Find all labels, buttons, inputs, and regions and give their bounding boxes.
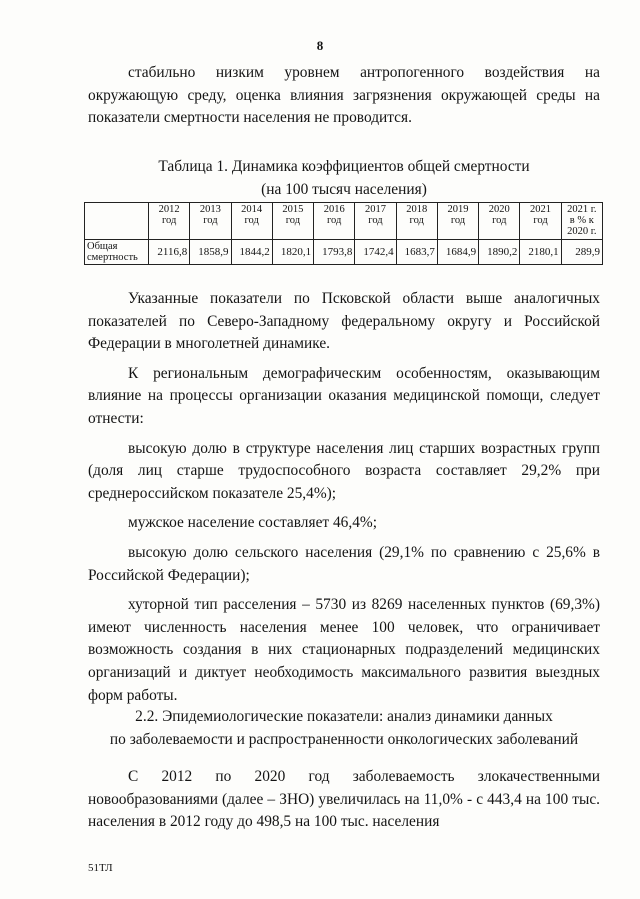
table-caption-line2: (на 100 тысяч населения) (261, 181, 427, 198)
table-corner-cell (85, 203, 149, 240)
paragraph-elderly-share: высокую долю в структуре населения лиц старших возрастных групп (доля лиц старше трудоспособного возраста составляет 29,2% при среднероссийском показателе 25,4%); (88, 439, 600, 502)
table-cell: 1844,2 (231, 240, 272, 265)
section-heading-line2: по заболеваемости и распространенности онкологических заболеваний (109, 731, 579, 748)
row-label: Общая смертность (85, 240, 149, 265)
paragraph-male-population: мужское население составляет 46,4%; (128, 514, 378, 532)
table-cell: 2116,8 (149, 240, 190, 265)
paragraph-regional-comparison: Указанные показатели по Псковской области выше аналогичных показателей по Северо-Западному федеральному округу и Российской Федерации в многолетней динамике. (88, 290, 600, 353)
table-cell-percent: 289,9 (561, 240, 602, 265)
paragraph-rural-population: высокую долю сельского населения (29,1% по сравнению с 25,6% в Российской Федерации); (88, 543, 600, 584)
header-col-2: 2014 год (231, 203, 272, 240)
footer-code: 51ТЛ (88, 862, 113, 874)
paragraph-demographic-features: К региональным демографическим особенностям, оказывающим влияние на процессы организации оказания медицинской помощи, следует отнести: (88, 364, 600, 427)
table-cell: 1683,7 (396, 240, 437, 265)
table-row (85, 240, 603, 265)
mortality-table (84, 202, 603, 265)
section-heading (88, 705, 600, 751)
table-cell: 1858,9 (190, 240, 231, 265)
table-cell: 1820,1 (272, 240, 313, 265)
header-col-7: 2019 год (437, 203, 478, 240)
table-cell: 1742,4 (355, 240, 396, 265)
header-col-6: 2018 год (396, 203, 437, 240)
intro-text (88, 62, 600, 130)
table-cell: 1890,2 (479, 240, 520, 265)
header-col-9: 2021 год (520, 203, 561, 240)
header-col-3: 2015 год (272, 203, 313, 240)
header-col-4: 2016 год (314, 203, 355, 240)
paragraph-settlement-type: хуторной тип расселения – 5730 из 8269 населенных пунктов (69,3%) имеют численность населения менее 100 человек, что ограничивает возможность создания в них стационарных подразделений медицинских организаций и диктует необходимость максимального развития выездных форм работы. (88, 596, 600, 704)
final-text (88, 766, 600, 834)
header-col-0: 2012 год (149, 203, 190, 240)
intro-paragraph: стабильно низким уровнем антропогенного воздействия на окружающую среду, оценка влияния загрязнения окружающей среды на показатели смертности населения не проводится. (88, 64, 600, 127)
header-col-percent: 2021 г. в % к 2020 г. (561, 203, 602, 240)
table-cell: 1684,9 (437, 240, 478, 265)
body-text (88, 288, 600, 707)
header-col-1: 2013 год (190, 203, 231, 240)
header-col-5: 2017 год (355, 203, 396, 240)
header-col-8: 2020 год (479, 203, 520, 240)
section-heading-line1: 2.2. Эпидемиологические показатели: анализ динамики данных (135, 708, 553, 725)
page-number: 8 (316, 38, 324, 53)
table-cell: 2180,1 (520, 240, 561, 265)
table-caption-line1: Таблица 1. Динамика коэффициентов общей смертности (158, 158, 530, 175)
table-cell: 1793,8 (314, 240, 355, 265)
paragraph-incidence: С 2012 по 2020 год заболеваемость злокачественными новообразованиями (далее – ЗНО) увеличилась на 11,0% - с 443,4 на 100 тыс. населения в 2012 году до 498,5 на 100 тыс. населения (88, 768, 600, 831)
table-header-row (85, 203, 603, 240)
table-caption (88, 155, 600, 201)
